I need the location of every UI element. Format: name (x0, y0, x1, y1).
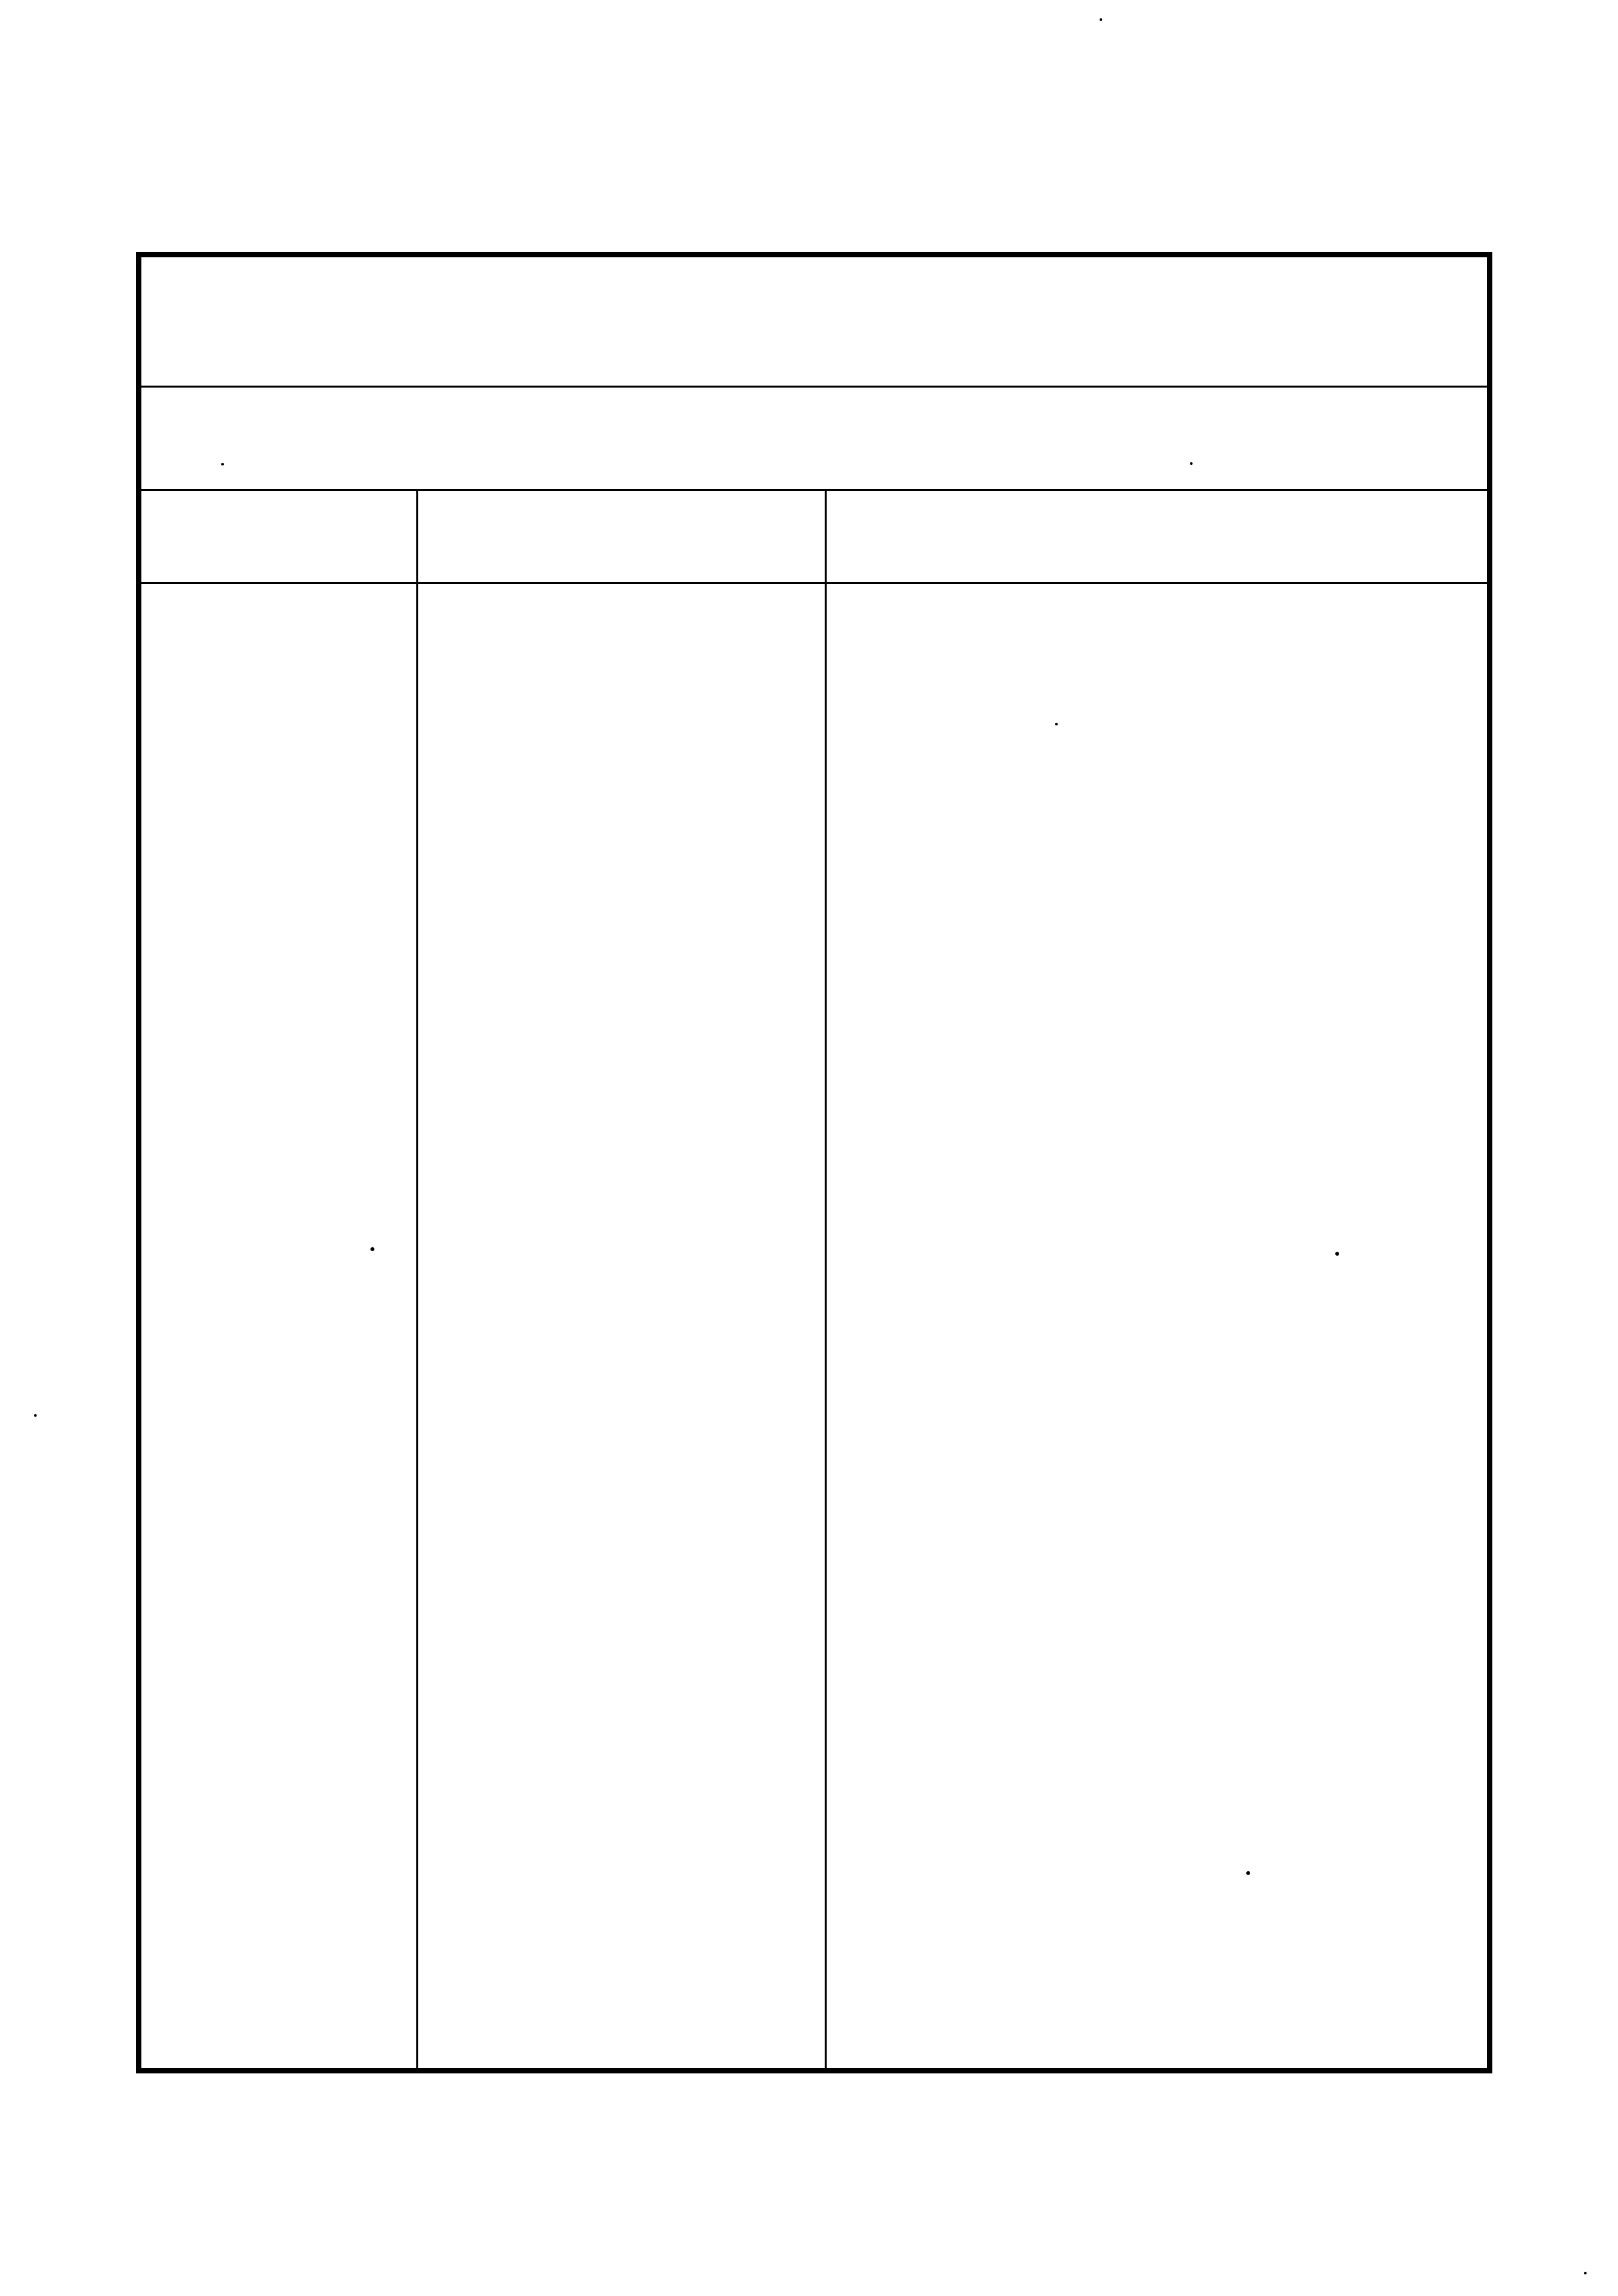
scan-speck (34, 1414, 37, 1417)
heading-divider (141, 489, 1487, 491)
column-header-change-item (141, 492, 416, 582)
scan-speck (1246, 1871, 1250, 1875)
column-header-change-content (827, 492, 1487, 582)
column-divider-1 (416, 489, 418, 2073)
scan-speck (370, 1247, 374, 1251)
change-registration-form (136, 252, 1492, 2073)
scan-speck (221, 463, 224, 465)
column-divider-2 (825, 489, 827, 2073)
scan-speck (1055, 723, 1058, 725)
scan-speck (1335, 1252, 1339, 1256)
section-heading (204, 386, 1448, 489)
column-header-divider (141, 582, 1487, 584)
form-title (141, 257, 1487, 386)
column-header-approval-number (419, 492, 825, 582)
scan-speck (1584, 2272, 1587, 2274)
scan-speck (1190, 462, 1193, 465)
scan-speck (1100, 18, 1102, 21)
